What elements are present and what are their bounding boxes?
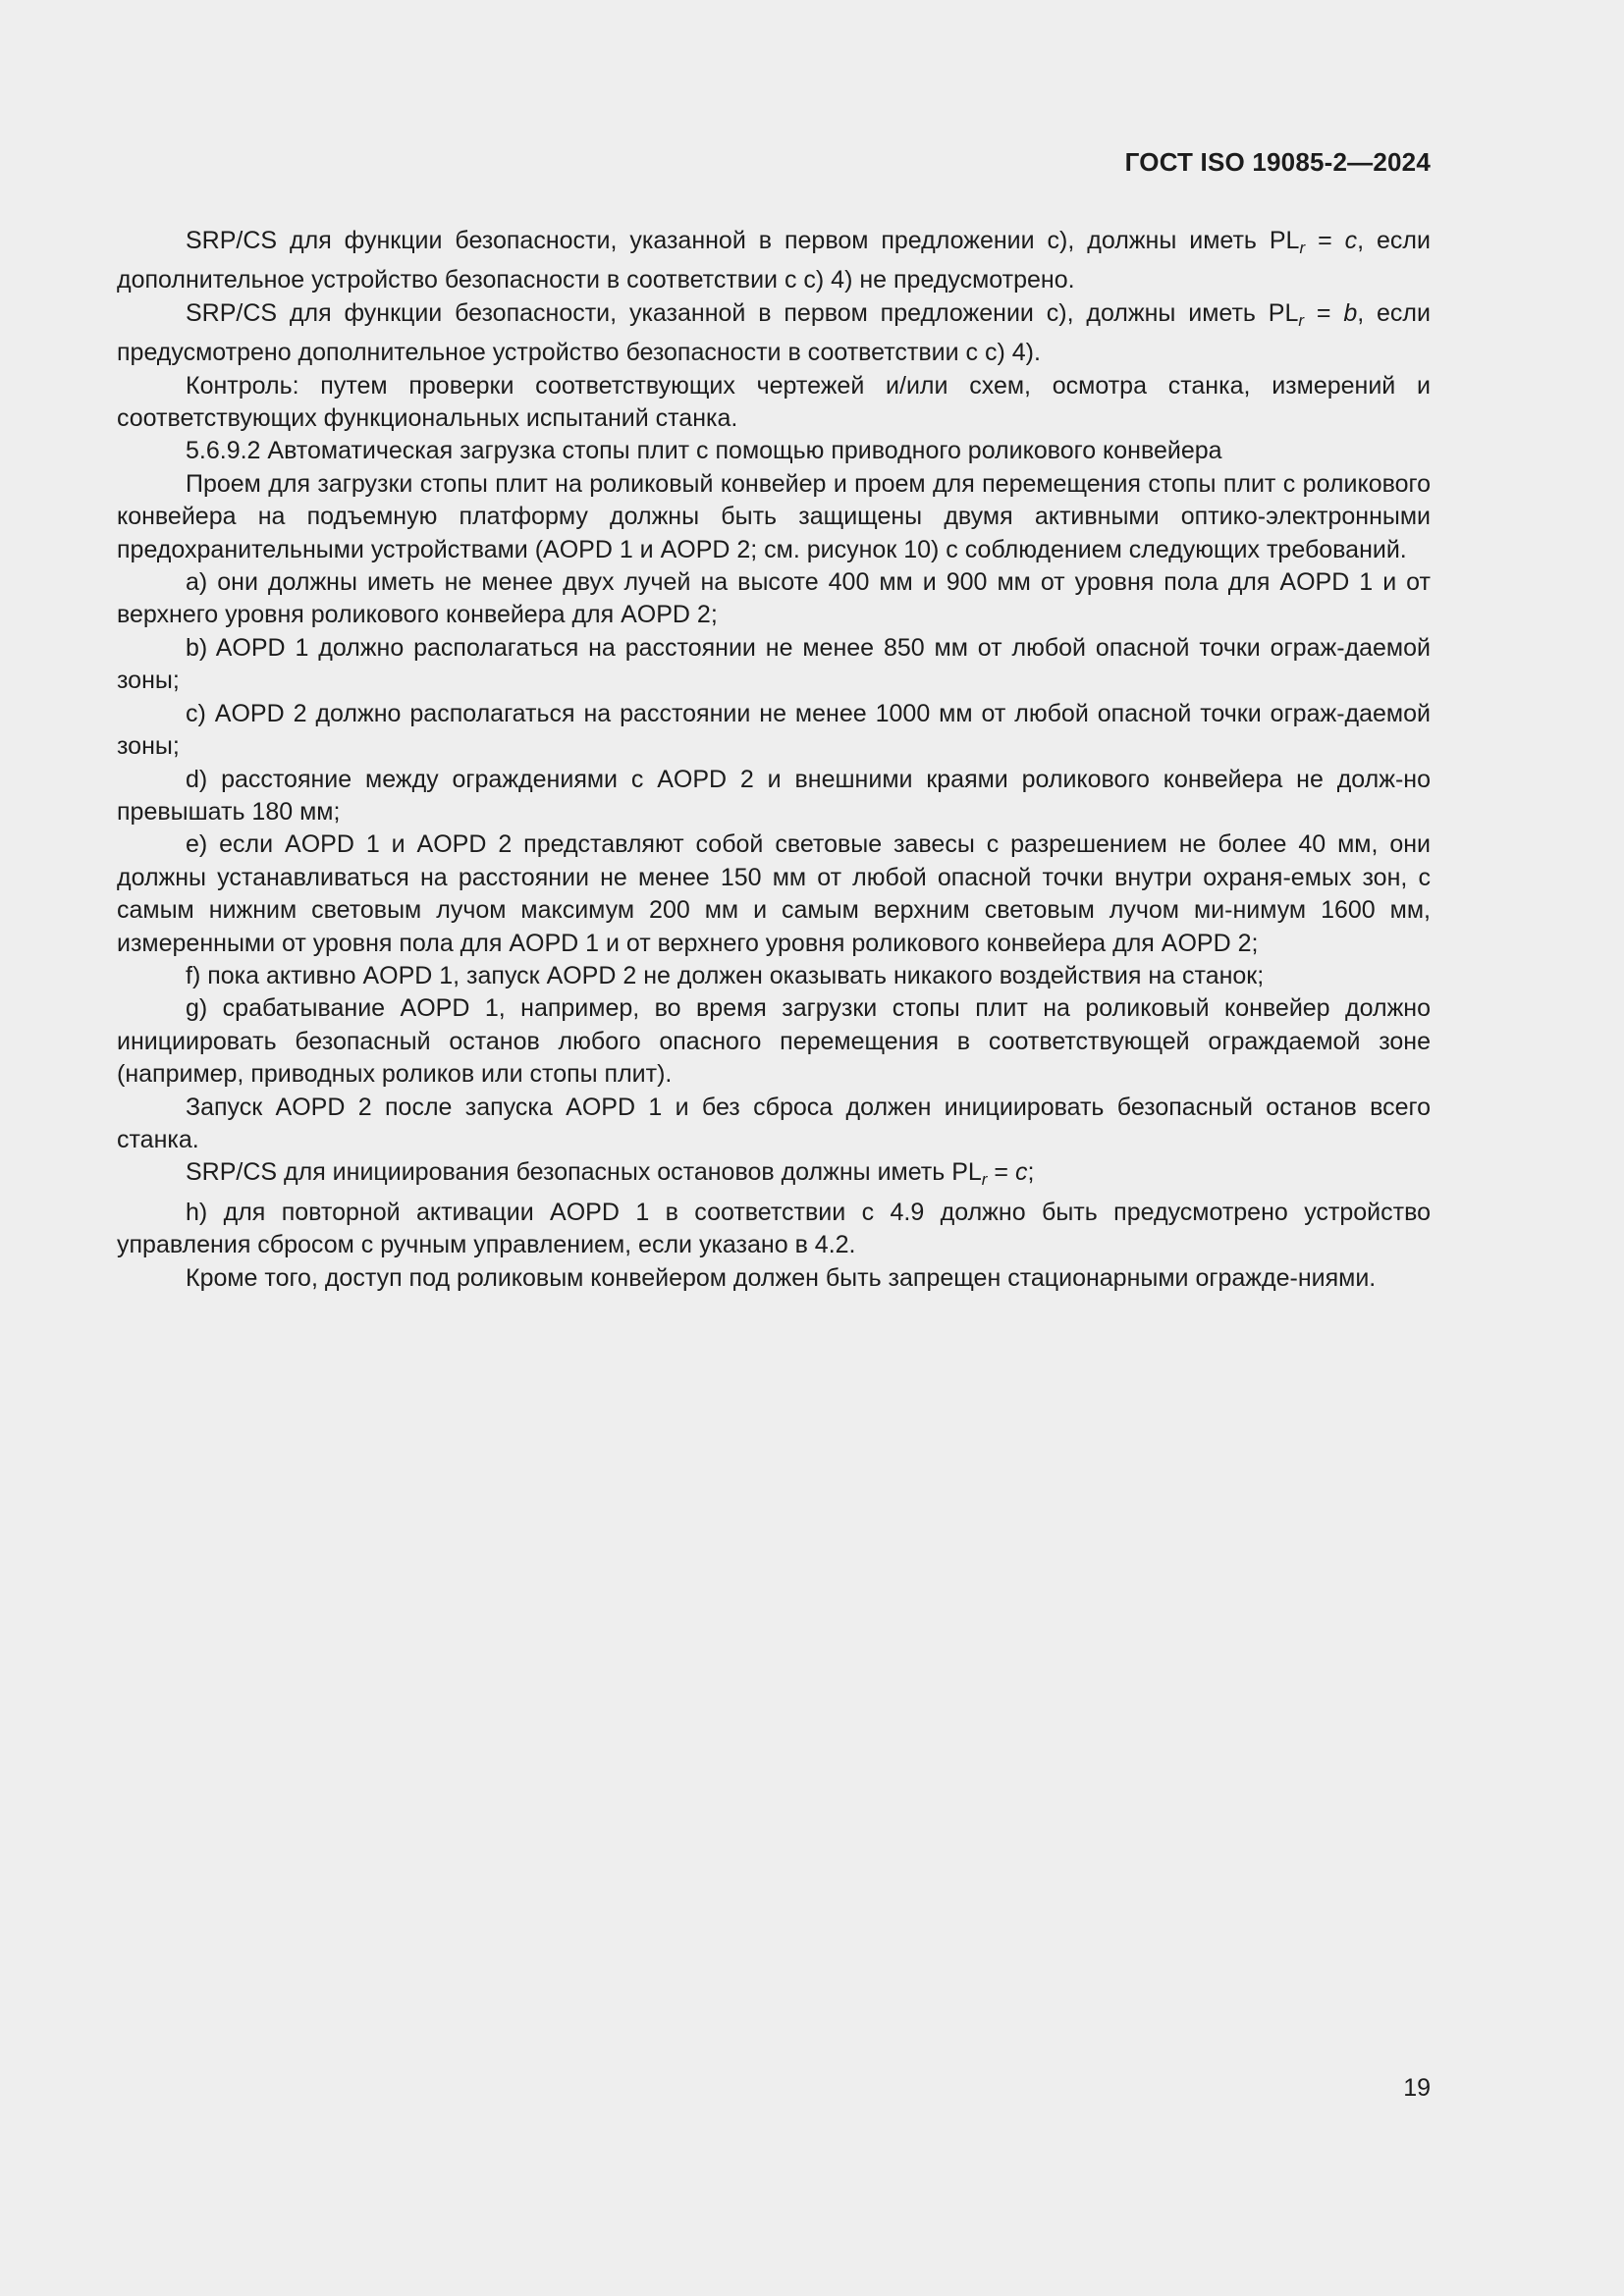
paragraph: Запуск AOPD 2 после запуска AOPD 1 и без сброса должен инициировать безопасный останов всего станка. <box>117 1093 1431 1153</box>
document-header: ГОСТ ISO 19085-2—2024 <box>1124 147 1431 177</box>
list-item: d) расстояние между ограждениями с AOPD 2 и внешними краями роликового конвейера не долж-но превышать 180 мм; <box>117 765 1431 826</box>
list-item: е) если AOPD 1 и AOPD 2 представляют собой световые завесы с разрешением не более 40 мм, они должны устанавливаться на расстоянии не менее 150 мм от любой опасной точки внутри охраня-емых зон, с самым нижним световым лучом максимум 200 мм и самым верхним световым лучом ми-нимум 1600 мм, измеренными от уровня пола для AOPD 1 и от верхнего уровня роликового конвейера для AOPD 2; <box>117 830 1431 957</box>
paragraph: SRP/CS для функции безопасности, указанной в первом предложении с), должны иметь $PL_r = b$, если предусмотрено дополнительное устройство безопасности в соответствии с с) 4). <box>117 298 1431 367</box>
document-body <box>117 225 1431 1295</box>
list-item: а) они должны иметь не менее двух лучей на высоте 400 мм и 900 мм от уровня пола для AOPD 1 и от верхнего уровня роликового конвейера для AOPD 2; <box>117 568 1431 629</box>
paragraph: Контроль: путем проверки соответствующих чертежей и/или схем, осмотра станка, измерений и соответствующих функциональных испытаний станка. <box>117 371 1431 433</box>
paragraph: Кроме того, доступ под роликовым конвейером должен быть запрещен стационарными огражде-ниями. <box>186 1263 1377 1292</box>
list-item: с) AOPD 2 должно располагаться на расстоянии не менее 1000 мм от любой опасной точки ограж-даемой зоны; <box>117 699 1431 761</box>
list-item: b) AOPD 1 должно располагаться на расстоянии не менее 850 мм от любой опасной точки ограж-даемой зоны; <box>117 633 1431 695</box>
paragraph: SRP/CS для функции безопасности, указанной в первом предложении с), должны иметь $PL_r = c$, если дополнительное устройство безопасности в соответствии с с) 4) не предусмотрено. <box>117 227 1431 294</box>
list-item: g) срабатывание AOPD 1, например, во время загрузки стопы плит на роликовый конвейер должно инициировать безопасный останов любого опасного перемещения в соответствующей ограждаемой зоне (например, приводных роликов или стопы плит). <box>117 994 1431 1089</box>
list-item: h) для повторной активации AOPD 1 в соответствии с 4.9 должно быть предусмотрено устройство управления сбросом с ручным управлением, если указано в 4.2. <box>117 1198 1431 1259</box>
page-number: 19 <box>1403 2074 1431 2102</box>
section-heading: 5.6.9.2 Автоматическая загрузка стопы плит с помощью приводного роликового конвейера <box>186 437 1222 465</box>
list-item: f) пока активно AOPD 1, запуск AOPD 2 не должен оказывать никакого воздействия на станок; <box>186 961 1265 989</box>
paragraph: SRP/CS для инициирования безопасных остановов должны иметь $PL_r = c$; <box>186 1158 1035 1190</box>
paragraph: Проем для загрузки стопы плит на роликовый конвейер и проем для перемещения стопы плит с роликового конвейера на подъемную платформу должны быть защищены двумя активными оптико-электронными предохранительными устройствами (AOPD 1 и AOPD 2; см. рисунок 10) с соблюдением следующих требований. <box>117 469 1431 563</box>
